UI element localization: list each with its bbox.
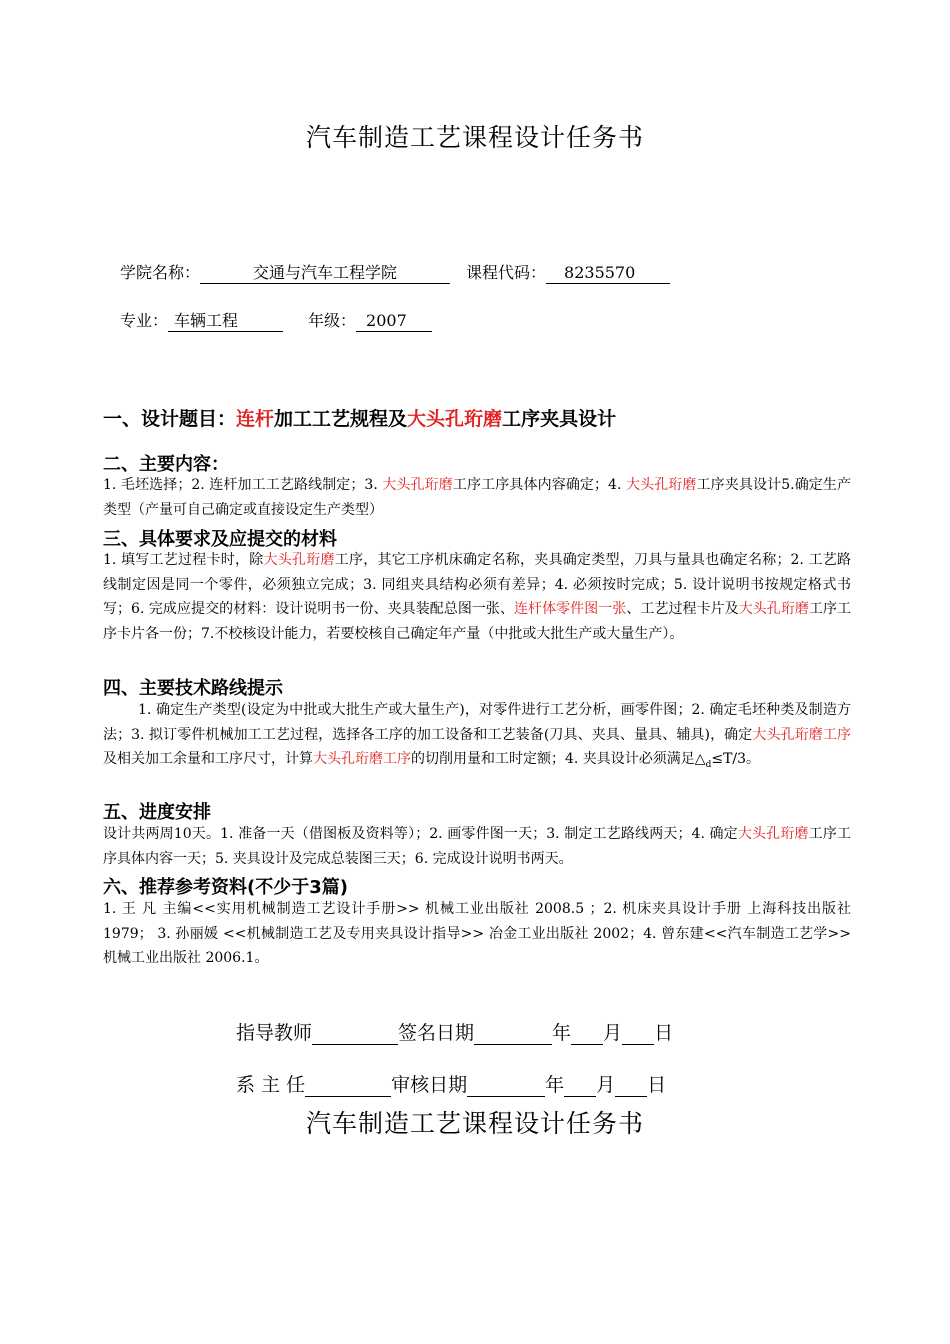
grade-label: 年级： bbox=[308, 311, 357, 330]
section-6-heading: 六、推荐参考资料(不少于3篇) bbox=[103, 877, 348, 898]
major-value: 车辆工程 bbox=[168, 312, 283, 332]
grade-value: 2007 bbox=[356, 312, 432, 332]
review-date-label: 审核日期 bbox=[391, 1074, 468, 1096]
sign-year-line bbox=[474, 1024, 552, 1045]
teacher-label: 指导教师 bbox=[236, 1022, 313, 1044]
section-1-heading: 一、设计题目：连杆加工工艺规程及大头孔珩磨工序夹具设计 bbox=[103, 408, 617, 430]
review-year-line bbox=[467, 1076, 545, 1097]
college-label: 学院名称： bbox=[120, 263, 201, 282]
info-row-2 bbox=[120, 308, 432, 332]
signature-row-teacher: 指导教师 签名日期 年 月 日 bbox=[236, 1022, 674, 1044]
page-title: 汽车制造工艺课程设计任务书 bbox=[305, 123, 644, 152]
section-3-heading: 三、具体要求及应提交的材料 bbox=[103, 529, 337, 550]
review-month-line bbox=[564, 1076, 596, 1097]
college-value: 交通与汽车工程学院 bbox=[200, 264, 450, 284]
section-2-text: 1. 毛坯选择；2. 连杆加工工艺路线制定；3. 大头孔珩磨工序工序具体内容确定；4. 大头孔珩磨工序夹具设计5.确定生产类型（产量可自己确定或直接设定生产类型） bbox=[103, 477, 852, 518]
teacher-line bbox=[312, 1024, 398, 1045]
section-6-text: 1. 王 凡 主编<<实用机械制造工艺设计手册>> 机械工业出版社 2008.5 ；2. 机床夹具设计手册 上海科技出版社 1979； 3. 孙丽媛 <<机械制造工艺及专用夹具设计指导>> 冶金工业出版社 2002；4. 曾东建<<汽车制造工艺学>> 机械工业出版社 2006.1。 bbox=[103, 901, 851, 966]
section-5-heading: 五、进度安排 bbox=[103, 802, 211, 823]
section-2-heading: 二、主要内容： bbox=[103, 454, 229, 475]
director-line bbox=[305, 1076, 391, 1097]
page-title-repeat: 汽车制造工艺课程设计任务书 bbox=[305, 1109, 644, 1138]
code-value: 8235570 bbox=[546, 264, 670, 284]
section-4-heading: 四、主要技术路线提示 bbox=[103, 678, 283, 699]
sign-date-label: 签名日期 bbox=[398, 1022, 475, 1044]
info-row-1 bbox=[120, 260, 670, 284]
section-5-text: 设计共两周10天。1. 准备一天（借图板及资料等）；2. 画零件图一天；3. 制定工艺路线两天；4. 确定大头孔珩磨工序工序具体内容一天；5. 夹具设计及完成总装图三天；6. 完成设计说明书两天。 bbox=[103, 826, 852, 867]
sign-day-line bbox=[622, 1024, 654, 1045]
code-label: 课程代码： bbox=[466, 263, 547, 282]
section-3-text: 1. 填写工艺过程卡时，除大头孔珩磨工序，其它工序机床确定名称，夹具确定类型，刀具与量具也确定名称；2. 工艺路线制定因是同一个零件，必须独立完成；3. 同组夹具结构必须有差异；4. 必须按时完成；5. 设计说明书按规定格式书写；6. 完成应提交的材料：设计说明书一份、夹具装配总图一张、连杆体零件图一张、工艺过程卡片及大头孔珩磨工序工序卡片各一份；7.不校核设计能力，若要校核自己确定年产量（中批或大批生产或大量生产）。 bbox=[103, 552, 852, 642]
review-day-line bbox=[615, 1076, 647, 1097]
section-4-text: 1. 确定生产类型(设定为中批或大批生产或大量生产)，对零件进行工艺分析，画零件图；2. 确定毛坯种类及制造方法；3. 拟订零件机械加工工艺过程，选择各工序的加工设备和工艺装备(刀具、夹具、量具、辅具)，确定大头孔珩磨工序及相关加工余量和工序尺寸，计算大头孔珩磨工序的切削用量和工时定额；4. 夹具设计必须满足$\triangle_d\le T/3$。 bbox=[103, 702, 851, 770]
major-label: 专业： bbox=[120, 311, 169, 330]
signature-row-director: 系 主 任 审核日期 年 月 日 bbox=[236, 1074, 667, 1096]
director-label: 系 主 任 bbox=[236, 1074, 306, 1096]
sign-month-line bbox=[571, 1024, 603, 1045]
